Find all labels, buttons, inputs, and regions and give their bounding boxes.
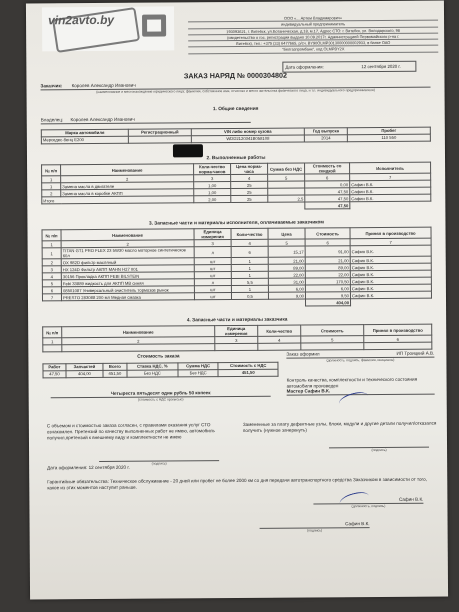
- cell: 25: [231, 195, 268, 202]
- cost-vat-rate: Без НДС: [127, 370, 178, 377]
- col-header: Исполнитель: [350, 162, 431, 174]
- cell: Итого: [42, 196, 194, 204]
- cell: Сафин В.К.: [350, 180, 431, 188]
- cell: шт: [194, 272, 231, 279]
- col-number: 6: [364, 335, 432, 342]
- works-sum: 47,50: [305, 202, 350, 209]
- col-number: 4: [258, 336, 301, 343]
- cell: шт: [194, 293, 231, 300]
- col-number: 7: [350, 173, 431, 181]
- company-name: ООО «... Артем Владимирович»: [188, 15, 438, 23]
- header-line: (свидетельство о гос. регистрации выдано 10.09.2017г. Администрацией Первомайского р-на г.: [188, 33, 438, 41]
- cell: Замена масла в коробке АКПП: [61, 189, 194, 197]
- owner-name: Королев Александр Иванович: [70, 116, 135, 123]
- cell: 1: [231, 264, 268, 271]
- col-header: Ставка НДС, %: [127, 363, 178, 370]
- cell: шт: [194, 258, 231, 265]
- vehicle-reg: [128, 136, 191, 143]
- cost-title: Стоимость заказа: [137, 354, 180, 360]
- cell: 89,00: [305, 264, 350, 271]
- cost-works: 47,50: [43, 371, 66, 378]
- agreement-text: С объемом и стоимостью заказа согласен, с правилами оказания услуг СТО ознакомлен. Претензий по качеству выполненных работ не имею, автомобиль получил,претензий к внешнему виду и комплектности не имею: [46, 422, 215, 441]
- cost-in-words: [51, 390, 271, 402]
- col-number: 1: [42, 176, 61, 183]
- cell: л: [194, 279, 231, 286]
- col-number: 5: [268, 174, 305, 181]
- cell: Сафин В.К.: [350, 194, 431, 202]
- cell: 5: [42, 280, 61, 287]
- header-line: индивидуальный предприниматель: [188, 21, 438, 29]
- company-logo: [42, 6, 174, 51]
- date-value: 12 сентября 2020 г.: [361, 63, 401, 69]
- col-header: № п/п: [42, 165, 61, 176]
- cell: 2,00: [194, 196, 231, 203]
- parts-total: 404,00: [305, 299, 350, 306]
- cell: 31,00: [268, 278, 305, 285]
- col-header: Работ: [43, 364, 66, 371]
- col-number: 5: [301, 336, 364, 343]
- col-header: № п/п: [43, 327, 62, 338]
- col-header: Марка автомобиля: [41, 129, 128, 137]
- customer-label: Заказчик:: [40, 83, 63, 89]
- col-header: Коли-чество: [258, 325, 301, 336]
- date-label: Дата оформления:: [285, 63, 324, 70]
- col-header: Принял в производство: [350, 227, 431, 239]
- cell: 47,50: [305, 188, 350, 195]
- cost-with-vat: 451,50: [218, 369, 278, 376]
- cell: 89,00: [268, 264, 305, 271]
- cell: 6: [42, 287, 61, 294]
- col-header: Запчастей: [66, 363, 103, 370]
- cell: 6,00: [305, 285, 350, 292]
- order-date: Дата оформления: 12 сентября 2020 г.: [47, 464, 130, 471]
- col-number: 2: [61, 240, 194, 248]
- cell: шт: [194, 286, 231, 293]
- col-header: Наименование: [61, 164, 194, 176]
- signature-hint: (подпись): [151, 461, 167, 466]
- col-header: Коли-чество: [231, 228, 268, 239]
- cell: 9,00: [268, 292, 305, 299]
- cell: Febi 33889 жидкость для АКПП MB синяя: [61, 279, 194, 287]
- col-number: 2: [62, 337, 215, 345]
- col-number: 2: [61, 175, 194, 183]
- cell: шт: [194, 265, 231, 272]
- issued-block: [286, 351, 434, 363]
- header-line: Витебск), тел.: +375 (33) 6477665, р/сч. BY90OLMP30130000000002933, в банке ОАО: [188, 40, 438, 48]
- cell: 47,50: [305, 195, 350, 202]
- logo-mark-icon: [142, 14, 166, 36]
- cell: Сафин В.К.: [350, 277, 431, 285]
- col-header: Сумма без НДС: [268, 163, 305, 174]
- cell: 170,50: [305, 278, 350, 285]
- col-header: Наименование: [62, 326, 215, 338]
- cell: 6: [231, 246, 268, 257]
- section-1-title: 1. Общие сведения: [212, 106, 259, 113]
- cell: Сафин В.К.: [350, 263, 431, 271]
- owner-label: Владелец:: [40, 117, 64, 123]
- col-number: 4: [231, 239, 268, 246]
- col-header: Стоимость: [305, 228, 350, 239]
- work-order-document: [26, 1, 448, 600]
- cell: 1,00: [194, 189, 231, 196]
- section-4-title: 4. Запасные части и материалы заказчика: [186, 317, 288, 324]
- cell: 2: [42, 259, 61, 266]
- cell: PRESTO 283088 200 мл Медная смазка: [61, 293, 194, 301]
- col-header: Всего: [103, 363, 127, 370]
- cell: 22,00: [305, 271, 350, 278]
- header-line: 193093621, г. Витебск, ул.Ботаническая, д.18, м.17, Адрес СТО: г. Витебск, ул. Володарского, 98: [188, 27, 438, 35]
- works-table: [41, 162, 431, 212]
- col-number: 3: [194, 240, 231, 247]
- final-sign-name: Сафин В.К.: [313, 497, 423, 504]
- col-header: Коли-чество норма-часов: [194, 164, 231, 175]
- company-header: [188, 15, 438, 54]
- col-number: 1: [42, 241, 61, 248]
- section-2-title: 2. Выполненные работы: [206, 155, 266, 162]
- final-sign2-hint: (подпись): [307, 527, 323, 533]
- col-header: Сумма НДС: [178, 363, 219, 370]
- cell: 25: [231, 181, 268, 188]
- cell: HX 124D Фильтр АКПП MAHN H27 001: [61, 265, 194, 273]
- cell: 15,17: [268, 246, 305, 257]
- cell: Сафин В.К.: [350, 256, 431, 264]
- col-header: № п/п: [42, 230, 61, 241]
- issued-hint: (должность, подпись, фамилия, инициалы): [326, 357, 395, 362]
- col-number: 7: [350, 238, 431, 246]
- replaced-parts-text: Замененные за плату дефектные узлы, блоки, модули и другие детали получил/отказался получить (нужное зачеркнуть): [242, 420, 437, 434]
- cost-parts: 404,00: [66, 370, 103, 377]
- customer-block: [40, 81, 430, 94]
- vehicle-year: 2014: [304, 135, 347, 142]
- col-number: 1: [43, 338, 62, 345]
- cell: 22,00: [268, 271, 305, 278]
- cell: Сафин В.К.: [350, 245, 431, 257]
- cell: OX 982D фильтр масляный: [61, 258, 194, 266]
- cell: 2,5: [268, 195, 305, 202]
- logo-text: vin2avto.by: [47, 12, 115, 28]
- cell: 9,50: [305, 292, 350, 299]
- vehicle-make: Мерседес-бенц E200: [41, 136, 128, 144]
- warranty-text: Гарантийные обязательства: Техническое обслуживание - 20 дней или пробег не более 2000 км со дня передачи автотранспортного средства Заказчиком в зависимости от того, какое из этих моментов наступит раньше.: [47, 476, 427, 491]
- col-header: Наименование: [61, 229, 194, 241]
- cell: Сафин В.К.: [350, 187, 431, 195]
- cell: 1: [42, 183, 61, 190]
- cell: 1: [42, 248, 61, 259]
- cell: 21,00: [305, 257, 350, 264]
- cell: 25: [231, 188, 268, 195]
- cell: 6,00: [268, 285, 305, 292]
- customer-parts-table: [42, 324, 432, 353]
- cell: 1: [231, 285, 268, 292]
- cell: 21,00: [268, 257, 305, 264]
- cost-words-text: Четыреста пятьдесят один рубль 50 копеек: [51, 390, 271, 398]
- col-header: Год выпуска: [304, 128, 347, 135]
- col-header: Стоимость с НДС: [218, 362, 278, 369]
- col-header: Цена норма-часа: [231, 163, 268, 174]
- control-text: Контроль качества, комплектности и технического состояния автомобиля произведен: [286, 376, 418, 389]
- customer-name: Королев Александр Иванович: [71, 82, 136, 89]
- cell: 2: [42, 190, 61, 197]
- col-header: Цена: [268, 228, 305, 239]
- issued-label: Заказ оформил: [286, 351, 320, 357]
- col-header: VIN либо номер кузова: [191, 128, 304, 136]
- col-header: Пробег: [347, 127, 430, 135]
- cell: Сафин В.К.: [350, 270, 431, 278]
- issued-name: ИП Троицкий А.В.: [396, 350, 435, 356]
- customer-hint: (наименование и местонахождение юридического лица; фамилия, собственное имя, отчество и место жительства физического лица, и т.п. индивидуального предпринимателя): [96, 87, 375, 94]
- vehicle-vin: WDD2120341B058108: [191, 135, 304, 143]
- header-line: "Белгазпромбанк", код OLMPBY2X: [188, 46, 438, 54]
- col-header: Стоимость со скидкой: [305, 163, 350, 174]
- control-master: Мастер Сафин В.К.: [287, 388, 435, 396]
- cell: 1: [231, 271, 268, 278]
- col-number: 6: [305, 174, 350, 181]
- cost-table: [42, 362, 278, 379]
- signature-hint: (подпись): [371, 447, 387, 453]
- replaced-signature-line: [329, 441, 429, 453]
- cell: 08501087 Универсальный очиститель тормозов рынок: [61, 286, 194, 294]
- final-sign-hint: (должность, подпись): [351, 503, 386, 508]
- col-number: 3: [215, 336, 258, 343]
- cell: 1,00: [194, 182, 231, 189]
- col-number: 3: [194, 175, 231, 182]
- cell: 0,00: [305, 181, 350, 188]
- cell: 30156 Прокладка АКПП FEBI BILSTEIN: [61, 272, 194, 280]
- owner-block: [41, 116, 251, 124]
- col-number: 4: [231, 174, 268, 181]
- cell: 3: [42, 266, 61, 273]
- cell: Сафин В.К.: [350, 291, 431, 299]
- cell: 91,00: [305, 246, 350, 257]
- parts-table: [42, 227, 433, 309]
- section-3-title: 3. Запасные части и материалы исполнителя, оплачиваемые заказчиком: [148, 220, 324, 227]
- col-header: Принял в производство: [364, 324, 432, 336]
- cell: 1: [231, 257, 268, 264]
- col-header: Регистрационный: [128, 129, 191, 136]
- cell: 0,5: [231, 292, 268, 299]
- cell: 4: [42, 273, 61, 280]
- document-title: ЗАКАЗ НАРЯД № 0000304802: [183, 70, 287, 81]
- col-header: Стоимость: [301, 325, 364, 337]
- cost-total: 451,50: [103, 370, 127, 377]
- vehicle-mileage: 110 550: [347, 134, 430, 142]
- cell: Замена масла в двигателе: [61, 182, 194, 190]
- cell: 7: [42, 294, 61, 301]
- cell: 5,5: [231, 278, 268, 285]
- cell: л: [194, 247, 231, 258]
- cost-vat-sum: Без НДС: [178, 370, 219, 377]
- final-sign2-name: Сафин В.К.: [260, 521, 370, 528]
- col-number: 6: [305, 239, 350, 246]
- col-number: 5: [268, 239, 305, 246]
- col-header: Единица измерения: [215, 325, 258, 336]
- col-header: Единица измерения: [194, 229, 231, 240]
- cell: Сафин В.К.: [350, 284, 431, 292]
- final-signature-block-2: [260, 521, 370, 532]
- cell: TITAN GT1 PRO FLEX 23 5W30 масло моторное синтетическое 60л: [61, 247, 194, 259]
- vehicle-table: [41, 127, 431, 145]
- cost-words-hint: (стоимость с НДС прописью): [137, 396, 184, 402]
